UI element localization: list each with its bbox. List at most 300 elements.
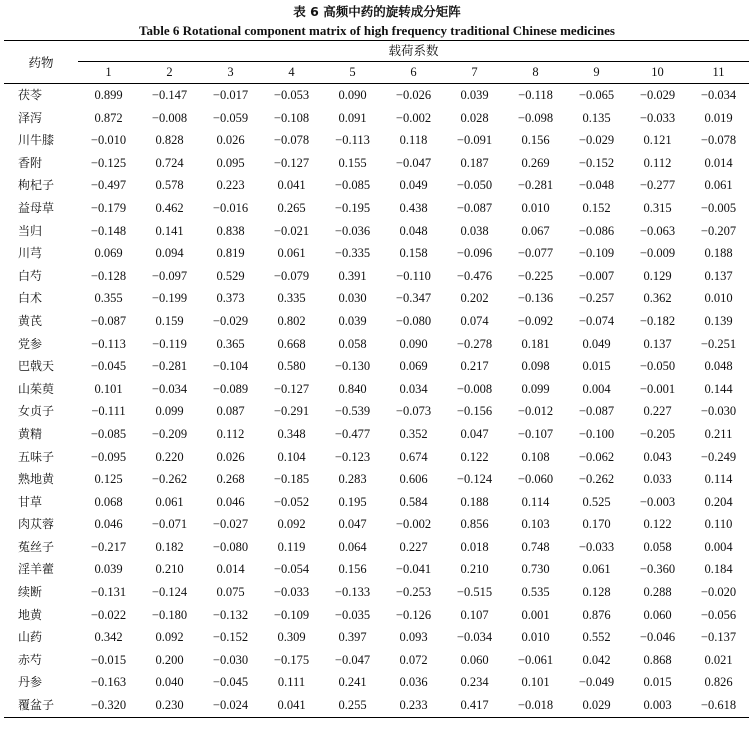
loading-value-cell: −0.195 <box>334 200 371 215</box>
loading-value-cell: −0.124 <box>151 585 188 600</box>
loading-value-cell: 0.137 <box>643 336 672 351</box>
loading-value-cell: −0.020 <box>700 585 737 600</box>
loading-value-cell: 0.060 <box>643 607 672 622</box>
loading-value-cell: −0.207 <box>700 223 737 238</box>
loading-value-cell: −0.107 <box>517 426 554 441</box>
loading-value-cell: 0.039 <box>338 313 367 328</box>
loading-value-cell: 0.028 <box>460 110 489 125</box>
component-number-header-row <box>4 62 749 84</box>
loading-value-cell: −0.033 <box>578 539 615 554</box>
loading-value-cell: −0.148 <box>90 223 127 238</box>
loading-value-cell: 0.578 <box>155 178 184 193</box>
loading-value-cell: −0.539 <box>334 404 371 419</box>
herb-name-cell: 巴戟天 <box>18 359 55 374</box>
loading-value-cell: 0.137 <box>704 268 733 283</box>
loading-value-cell: −0.047 <box>334 652 371 667</box>
loading-value-cell: −0.257 <box>578 291 615 306</box>
loading-value-cell: 0.049 <box>582 336 611 351</box>
loading-value-cell: 0.462 <box>155 200 184 215</box>
loading-value-cell: −0.185 <box>273 472 310 487</box>
loading-value-cell: −0.089 <box>212 381 249 396</box>
loading-value-cell: 0.227 <box>643 404 672 419</box>
loading-value-cell: 0.111 <box>277 675 306 690</box>
loading-value-cell: −0.091 <box>456 133 493 148</box>
loading-value-cell: −0.002 <box>395 517 432 532</box>
loading-value-cell: 0.093 <box>399 630 428 645</box>
loading-value-cell: −0.118 <box>518 88 553 102</box>
herb-name-cell: 枸杞子 <box>18 178 55 193</box>
loading-value-cell: −0.096 <box>456 246 493 261</box>
loading-value-cell: 0.170 <box>582 517 611 532</box>
loading-value-cell: 0.552 <box>582 630 611 645</box>
loading-value-cell: 0.268 <box>216 472 245 487</box>
loading-value-cell: 0.122 <box>460 449 489 464</box>
loading-value-cell: 0.355 <box>94 291 123 306</box>
herb-name-cell: 白芍 <box>18 268 43 283</box>
loading-value-cell: −0.128 <box>90 268 127 283</box>
loading-value-cell: −0.030 <box>212 652 249 667</box>
table-row <box>4 491 749 514</box>
table-body <box>4 84 749 718</box>
loading-value-cell: 0.003 <box>627 694 688 717</box>
loading-value-cell: −0.003 <box>639 494 676 509</box>
loading-value-cell: −0.078 <box>273 133 310 148</box>
loading-value-cell: 0.315 <box>643 200 672 215</box>
loading-value-cell: −0.137 <box>700 630 737 645</box>
loading-value-cell: 0.141 <box>155 223 184 238</box>
loading-value-cell: −0.277 <box>639 178 676 193</box>
herb-name-cell: 川芎 <box>18 246 43 261</box>
table-row <box>4 604 749 627</box>
component-number-header: 9 <box>566 62 627 84</box>
loading-value-cell: −0.180 <box>151 607 188 622</box>
herb-name-cell: 菟丝子 <box>18 539 55 554</box>
loading-value-cell: 0.730 <box>521 562 550 577</box>
loading-value-cell: 0.091 <box>338 110 367 125</box>
loading-value-cell: −0.060 <box>517 472 554 487</box>
loading-value-cell: 0.668 <box>277 336 306 351</box>
loading-value-cell: 0.061 <box>155 494 184 509</box>
loading-value-cell: −0.034 <box>700 88 737 102</box>
loading-value-cell: 0.061 <box>704 178 733 193</box>
loading-value-cell: −0.113 <box>335 133 370 148</box>
loading-value-cell: 0.121 <box>643 133 672 148</box>
loading-value-cell: −0.050 <box>639 359 676 374</box>
loading-value-cell: 0.255 <box>322 694 383 717</box>
loading-value-cell: 0.015 <box>643 675 672 690</box>
loading-value-cell: 0.046 <box>94 517 123 532</box>
component-number-header: 5 <box>322 62 383 84</box>
loading-value-cell: 0.058 <box>338 336 367 351</box>
loading-value-cell: −0.053 <box>273 88 310 102</box>
loading-value-cell: −0.026 <box>395 88 432 102</box>
loading-value-cell: −0.109 <box>273 607 310 622</box>
loading-value-cell: 0.107 <box>460 607 489 622</box>
loading-value-cell: −0.127 <box>273 381 310 396</box>
loading-value-cell: −0.018 <box>505 694 566 717</box>
loading-value-cell: 0.828 <box>155 133 184 148</box>
loading-value-cell: 0.288 <box>643 585 672 600</box>
loading-value-cell: 0.114 <box>704 472 733 487</box>
loading-value-cell: −0.086 <box>578 223 615 238</box>
loading-value-cell: 0.529 <box>216 268 245 283</box>
loading-value-cell: 0.125 <box>94 472 123 487</box>
loading-value-cell: −0.476 <box>456 268 493 283</box>
loading-value-cell: 0.674 <box>399 449 428 464</box>
herb-name-cell: 泽泻 <box>18 110 43 125</box>
table-row <box>4 581 749 604</box>
loading-value-cell: 0.606 <box>399 472 428 487</box>
loading-value-cell: 0.417 <box>444 694 505 717</box>
loading-value-cell: 0.114 <box>521 494 550 509</box>
component-number-header: 4 <box>261 62 322 84</box>
loading-value-cell: 0.047 <box>338 517 367 532</box>
loading-value-cell: −0.079 <box>273 268 310 283</box>
table-row <box>4 152 749 175</box>
loading-value-cell: 0.802 <box>277 313 306 328</box>
loading-value-cell: 0.129 <box>643 268 672 283</box>
loading-value-cell: 0.158 <box>399 246 428 261</box>
loading-value-cell: 0.110 <box>704 517 733 532</box>
loading-value-cell: −0.071 <box>151 517 188 532</box>
loading-value-cell: −0.347 <box>395 291 432 306</box>
loading-value-cell: −0.152 <box>578 155 615 170</box>
herb-name-cell: 甘草 <box>18 494 43 509</box>
loading-value-cell: −0.251 <box>700 336 737 351</box>
loading-value-cell: 0.748 <box>521 539 550 554</box>
loading-value-cell: −0.073 <box>395 404 432 419</box>
loading-value-cell: 0.348 <box>277 426 306 441</box>
table-row <box>4 220 749 243</box>
loading-value-cell: 0.135 <box>582 110 611 125</box>
loading-value-cell: −0.156 <box>456 404 493 419</box>
loading-value-cell: −0.175 <box>273 652 310 667</box>
loading-value-cell: 0.899 <box>94 88 123 102</box>
loading-value-cell: −0.087 <box>578 404 615 419</box>
table-row <box>4 333 749 356</box>
loading-value-cell: −0.054 <box>273 562 310 577</box>
loading-value-cell: −0.249 <box>700 449 737 464</box>
loading-value-cell: 0.156 <box>338 562 367 577</box>
loading-value-cell: −0.046 <box>639 630 676 645</box>
herb-column-header: 药物 <box>4 41 78 84</box>
component-number-header: 7 <box>444 62 505 84</box>
loading-value-cell: 0.018 <box>460 539 489 554</box>
loading-value-cell: 0.060 <box>460 652 489 667</box>
loading-value-cell: 0.015 <box>582 359 611 374</box>
loading-value-cell: 0.048 <box>399 223 428 238</box>
loading-value-cell: 0.046 <box>216 494 245 509</box>
loading-value-cell: −0.010 <box>90 133 127 148</box>
loading-value-cell: 0.352 <box>399 426 428 441</box>
loading-value-cell: 0.108 <box>521 449 550 464</box>
loading-value-cell: −0.217 <box>90 539 127 554</box>
loading-value-cell: 0.021 <box>704 652 733 667</box>
loading-value-cell: 0.856 <box>460 517 489 532</box>
table-row <box>4 197 749 220</box>
table-row <box>4 423 749 446</box>
loading-value-cell: −0.008 <box>456 381 493 396</box>
loading-value-cell: 0.069 <box>94 246 123 261</box>
component-number-header: 3 <box>200 62 261 84</box>
loading-value-cell: 0.019 <box>704 110 733 125</box>
loading-value-cell: −0.017 <box>212 88 249 102</box>
loading-value-cell: −0.126 <box>395 607 432 622</box>
loading-value-cell: −0.278 <box>456 336 493 351</box>
loading-value-cell: −0.022 <box>90 607 127 622</box>
loading-value-cell: −0.098 <box>517 110 554 125</box>
loading-value-cell: 0.184 <box>704 562 733 577</box>
loading-value-cell: 0.014 <box>216 562 245 577</box>
loading-value-cell: 0.200 <box>155 652 184 667</box>
loading-value-cell: −0.045 <box>90 359 127 374</box>
loading-value-cell: −0.119 <box>152 336 187 351</box>
loading-value-cell: 0.112 <box>643 155 672 170</box>
loading-value-cell: −0.050 <box>456 178 493 193</box>
rotational-component-matrix-table <box>4 40 749 718</box>
herb-name-cell: 黄精 <box>18 426 43 441</box>
loading-value-cell: 0.227 <box>399 539 428 554</box>
loading-value-cell: −0.131 <box>90 585 127 600</box>
loading-value-cell: −0.016 <box>212 200 249 215</box>
loading-value-cell: −0.061 <box>517 652 554 667</box>
loading-value-cell: −0.152 <box>212 630 249 645</box>
component-number-header: 1 <box>78 62 139 84</box>
loading-value-cell: 0.101 <box>94 381 123 396</box>
loading-value-cell: 0.156 <box>521 133 550 148</box>
table-row <box>4 310 749 333</box>
loading-value-cell: −0.036 <box>334 223 371 238</box>
table-row <box>4 129 749 152</box>
loading-value-cell: 0.362 <box>643 291 672 306</box>
loading-value-cell: −0.048 <box>578 178 615 193</box>
loading-value-cell: −0.497 <box>90 178 127 193</box>
loading-value-cell: 0.010 <box>521 630 550 645</box>
herb-name-cell: 丹参 <box>18 675 43 690</box>
loading-value-cell: 0.038 <box>460 223 489 238</box>
loading-value-cell: −0.052 <box>273 494 310 509</box>
loading-value-cell: 0.112 <box>216 426 245 441</box>
loading-value-cell: 0.072 <box>399 652 428 667</box>
table-row <box>4 355 749 378</box>
loading-value-cell: −0.163 <box>90 675 127 690</box>
loading-value-cell: 0.098 <box>521 359 550 374</box>
herb-name-cell: 五味子 <box>18 449 55 464</box>
loading-value-cell: 0.068 <box>94 494 123 509</box>
loading-value-cell: −0.034 <box>151 381 188 396</box>
loading-value-cell: −0.024 <box>200 694 261 717</box>
component-number-header: 6 <box>383 62 444 84</box>
table-caption-en: Table 6 Rotational component matrix of high frequency traditional Chinese medicines <box>139 23 615 38</box>
table-row <box>4 536 749 559</box>
loading-value-cell: −0.002 <box>395 110 432 125</box>
loading-value-cell: 0.152 <box>582 200 611 215</box>
loading-value-cell: −0.291 <box>273 404 310 419</box>
loading-value-cell: −0.113 <box>91 336 126 351</box>
loading-value-cell: 0.092 <box>155 630 184 645</box>
loading-value-cell: −0.515 <box>456 585 493 600</box>
loading-value-cell: 0.004 <box>582 381 611 396</box>
loading-value-cell: 0.069 <box>399 359 428 374</box>
loading-value-cell: 0.004 <box>704 539 733 554</box>
loading-value-cell: 0.220 <box>155 449 184 464</box>
herb-name-cell: 川牛膝 <box>18 133 55 148</box>
loading-value-cell: 0.058 <box>643 539 672 554</box>
loading-value-cell: −0.225 <box>517 268 554 283</box>
table-row <box>4 400 749 423</box>
loading-value-cell: −0.335 <box>334 246 371 261</box>
loading-value-cell: 0.074 <box>460 313 489 328</box>
loading-value-cell: −0.109 <box>578 246 615 261</box>
herb-name-cell: 白术 <box>18 291 43 306</box>
component-number-header: 8 <box>505 62 566 84</box>
loading-value-cell: −0.063 <box>639 223 676 238</box>
loading-value-cell: 0.034 <box>399 381 428 396</box>
table-row <box>4 671 749 694</box>
loading-value-cell: 0.041 <box>261 694 322 717</box>
loading-value-cell: −0.080 <box>395 313 432 328</box>
loading-value-cell: 0.061 <box>277 246 306 261</box>
table-caption-zh: 表 6 高频中药的旋转成分矩阵 <box>293 4 461 19</box>
loading-value-cell: −0.100 <box>578 426 615 441</box>
table-row <box>4 378 749 401</box>
loading-value-cell: −0.111 <box>91 404 126 419</box>
loading-value-cell: 0.014 <box>704 155 733 170</box>
loading-value-cell: −0.130 <box>334 359 371 374</box>
loading-value-cell: 0.090 <box>338 88 367 102</box>
loading-value-cell: 0.026 <box>216 133 245 148</box>
loading-value-cell: −0.074 <box>578 313 615 328</box>
loading-value-cell: 0.211 <box>704 426 733 441</box>
loading-value-cell: −0.007 <box>578 268 615 283</box>
table-row <box>4 626 749 649</box>
loading-value-cell: 0.265 <box>277 200 306 215</box>
loading-value-cell: 0.039 <box>94 562 123 577</box>
loading-value-cell: −0.001 <box>639 381 676 396</box>
loading-value-cell: −0.360 <box>639 562 676 577</box>
table-row <box>4 107 749 130</box>
loading-value-cell: 0.118 <box>399 133 428 148</box>
loading-value-cell: −0.108 <box>273 110 310 125</box>
herb-name-cell: 淫羊藿 <box>18 562 55 577</box>
loading-value-cell: −0.477 <box>334 426 371 441</box>
loading-value-cell: 0.826 <box>704 675 733 690</box>
loading-value-cell: −0.047 <box>395 155 432 170</box>
loading-value-cell: 0.033 <box>643 472 672 487</box>
loading-value-cell: −0.182 <box>639 313 676 328</box>
loading-value-cell: −0.027 <box>212 517 249 532</box>
loading-value-cell: −0.030 <box>700 404 737 419</box>
loading-value-cell: 0.210 <box>155 562 184 577</box>
loading-value-cell: 0.819 <box>216 246 245 261</box>
component-number-header: 2 <box>139 62 200 84</box>
herb-name-cell: 当归 <box>18 223 43 238</box>
loading-value-cell: −0.033 <box>273 585 310 600</box>
loading-value-cell: −0.199 <box>151 291 188 306</box>
loading-value-cell: −0.125 <box>90 155 127 170</box>
loading-value-cell: 0.181 <box>521 336 550 351</box>
loading-value-cell: 0.373 <box>216 291 245 306</box>
loading-value-cell: 0.283 <box>338 472 367 487</box>
loading-value-cell: 0.030 <box>338 291 367 306</box>
loading-value-cell: −0.008 <box>151 110 188 125</box>
herb-name-cell: 赤芍 <box>18 652 43 667</box>
loading-value-cell: −0.034 <box>456 630 493 645</box>
loading-value-cell: 0.868 <box>643 652 672 667</box>
loading-value-cell: −0.056 <box>700 607 737 622</box>
loading-value-cell: −0.012 <box>517 404 554 419</box>
loading-value-cell: 0.092 <box>277 517 306 532</box>
loading-value-cell: 0.128 <box>582 585 611 600</box>
herb-name-cell: 山药 <box>18 630 43 645</box>
loading-value-cell: −0.080 <box>212 539 249 554</box>
loading-value-cell: −0.045 <box>212 675 249 690</box>
loading-value-cell: −0.062 <box>578 449 615 464</box>
loading-value-cell: 0.872 <box>94 110 123 125</box>
loading-value-cell: 0.010 <box>521 200 550 215</box>
loading-value-cell: 0.397 <box>338 630 367 645</box>
loading-value-cell: −0.262 <box>578 472 615 487</box>
loading-value-cell: 0.103 <box>521 517 550 532</box>
table-row <box>4 242 749 265</box>
table-row <box>4 558 749 581</box>
component-number-header: 11 <box>688 62 749 84</box>
loading-value-cell: 0.041 <box>277 178 306 193</box>
loading-value-cell: 0.202 <box>460 291 489 306</box>
loading-value-cell: −0.132 <box>212 607 249 622</box>
loading-value-cell: −0.205 <box>639 426 676 441</box>
loading-value-cell: 0.029 <box>566 694 627 717</box>
herb-name-cell: 肉苁蓉 <box>18 517 55 532</box>
loading-value-cell: 0.047 <box>460 426 489 441</box>
component-number-header: 10 <box>627 62 688 84</box>
loading-value-cell: 0.217 <box>460 359 489 374</box>
loading-value-cell: 0.159 <box>155 313 184 328</box>
loading-value-cell: 0.391 <box>338 268 367 283</box>
loading-value-cell: −0.123 <box>334 449 371 464</box>
loading-value-cell: −0.015 <box>90 652 127 667</box>
loading-value-cell: 0.223 <box>216 178 245 193</box>
loading-value-cell: −0.618 <box>688 694 749 717</box>
loading-value-cell: −0.049 <box>578 675 615 690</box>
loading-value-cell: 0.342 <box>94 630 123 645</box>
loading-value-cell: −0.021 <box>273 223 310 238</box>
loading-value-cell: 0.087 <box>216 404 245 419</box>
table-row <box>4 468 749 491</box>
loading-value-cell: 0.094 <box>155 246 184 261</box>
herb-name-cell: 覆盆子 <box>4 694 78 717</box>
table-row <box>4 513 749 536</box>
loading-value-cell: 0.119 <box>277 539 306 554</box>
loading-value-cell: −0.009 <box>639 246 676 261</box>
loading-value-cell: 0.525 <box>582 494 611 509</box>
loading-value-cell: 0.204 <box>704 494 733 509</box>
herb-name-cell: 茯苓 <box>18 88 43 102</box>
loading-value-cell: 0.210 <box>460 562 489 577</box>
loading-value-cell: 0.095 <box>216 155 245 170</box>
loading-coefficient-header: 载荷系数 <box>78 41 749 62</box>
table-row <box>4 174 749 197</box>
loading-value-cell: 0.042 <box>582 652 611 667</box>
loading-value-cell: 0.182 <box>155 539 184 554</box>
herb-name-cell: 黄芪 <box>18 313 43 328</box>
loading-value-cell: −0.097 <box>151 268 188 283</box>
loading-value-cell: −0.133 <box>334 585 371 600</box>
loading-value-cell: 0.195 <box>338 494 367 509</box>
loading-value-cell: 0.365 <box>216 336 245 351</box>
loading-value-cell: −0.253 <box>395 585 432 600</box>
loading-value-cell: −0.033 <box>639 110 676 125</box>
